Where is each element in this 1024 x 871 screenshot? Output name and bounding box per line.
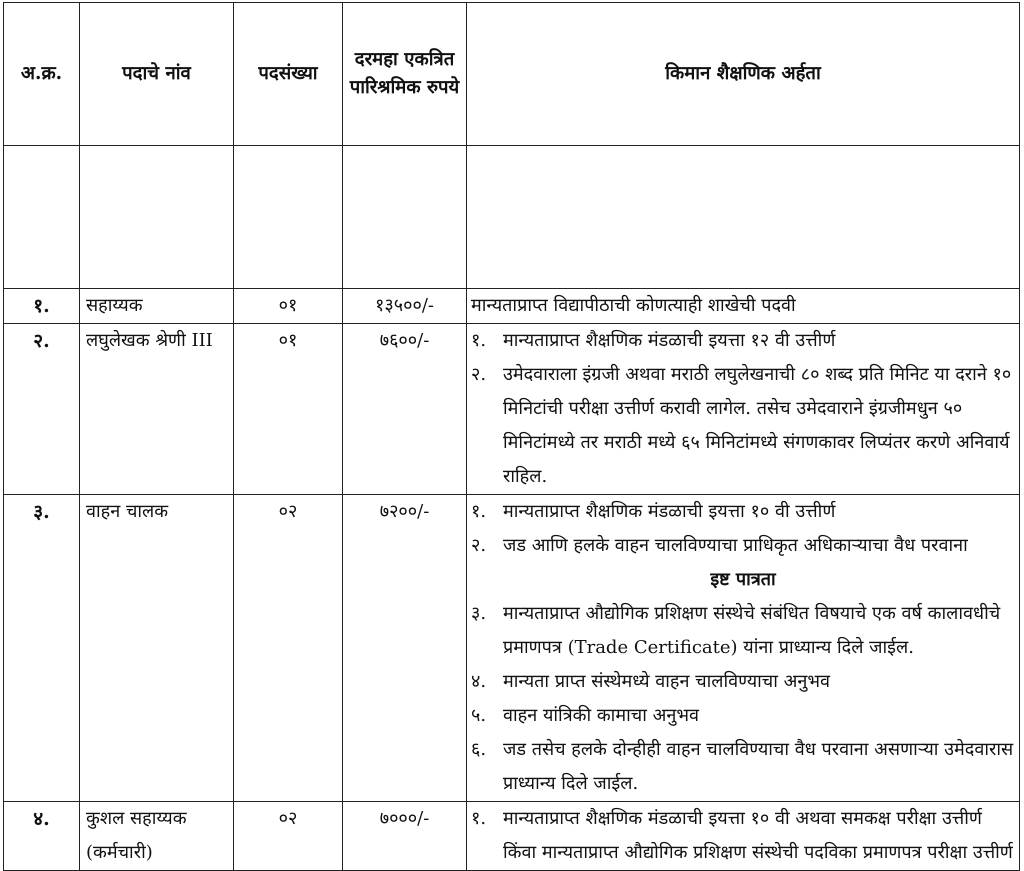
header-serial: अ.क्र. (4, 3, 80, 146)
row-post-name: लघुलेखक श्रेणी III (80, 324, 234, 495)
row-serial: ३. (4, 495, 80, 802)
row-post-name: सहाय्यक (80, 289, 234, 324)
preferred-text: मान्यताप्राप्त औद्योगिक प्रशिक्षण संस्थेचे संबंधित विषयाचे एक वर्ष कालावधीचे प्रमाणपत्र (Trade Certificate) यांना प्राध्यान्य दिले जाईल. (503, 603, 1001, 658)
header-post-name: पदाचे नांव (80, 3, 234, 146)
table-header (4, 3, 1020, 289)
preferred-text: मान्यता प्राप्त संस्थेमध्ये वाहन चालविण्याचा अनुभव (503, 671, 831, 692)
table-row (4, 324, 1020, 495)
qualification-item (471, 358, 1015, 494)
qualification-text: मान्यताप्राप्त शैक्षणिक मंडळाची इयत्ता १२ वी उत्तीर्ण (503, 330, 836, 351)
row-qualification (467, 289, 1020, 324)
qualification-item (471, 495, 1015, 529)
table-row (4, 495, 1020, 802)
row-serial: ४. (4, 802, 80, 871)
qualification-number: २. (471, 535, 487, 556)
qualification-item (471, 529, 1015, 563)
row-salary: ७०००/- (343, 802, 467, 871)
preferred-number: ५. (471, 705, 487, 726)
qualification-number: १. (471, 501, 487, 522)
table-row (4, 802, 1020, 871)
qualification-text: मान्यताप्राप्त विद्यापीठाची कोणत्याही शाखेची पदवी (471, 295, 796, 316)
preferred-qualification-heading: इष्ट पात्रता (710, 569, 776, 590)
row-qualification (467, 324, 1020, 495)
header-post-count: पदसंख्या (234, 3, 343, 146)
header-qualification: किमान शैक्षणिक अर्हता (467, 3, 1020, 146)
qualification-text: जड आणि हलके वाहन चालविण्याचा प्राधिकृत अधिकाऱ्याचा वैध परवाना (503, 535, 968, 556)
row-serial: २. (4, 324, 80, 495)
row-salary: १३५००/- (343, 289, 467, 324)
preferred-item (471, 597, 1015, 665)
header-salary: दरमहा एकत्रित पारिश्रमिक रुपये (343, 3, 467, 146)
row-post-name: कुशल सहाय्यक (कर्मचारी) (80, 802, 234, 871)
preferred-item (471, 699, 1015, 733)
qualification-number: १. (471, 330, 487, 351)
row-salary: ७६००/- (343, 324, 467, 495)
qualification-text: मान्यताप्राप्त शैक्षणिक मंडळाची इयत्ता १० वी उत्तीर्ण (503, 501, 836, 522)
table-row (4, 289, 1020, 324)
preferred-item (471, 733, 1015, 801)
qualification-item (471, 324, 1015, 358)
qualification-number: २. (471, 364, 487, 385)
preferred-item (471, 665, 1015, 699)
row-count: ०१ (234, 324, 343, 495)
row-count: ०१ (234, 289, 343, 324)
qualification-item (471, 802, 1015, 870)
preferred-text: वाहन यांत्रिकी कामाचा अनुभव (503, 705, 699, 726)
row-salary: ७२००/- (343, 495, 467, 802)
preferred-number: ६. (471, 739, 487, 760)
preferred-text: जड तसेच हलके दोन्हीही वाहन चालविण्याचा वैध परवाना असणाऱ्या उमेदवारास प्राध्यान्य दिले जाईल. (503, 739, 1014, 794)
preferred-number: ४. (471, 671, 487, 692)
row-count: ०२ (234, 802, 343, 871)
qualification-text: मान्यताप्राप्त शैक्षणिक मंडळाची इयत्ता १० वी अथवा समकक्ष परीक्षा उत्तीर्ण किंवा मान्यताप्राप्त औद्योगिक प्रशिक्षण संस्थेची पदविका प्रमाणपत्र परीक्षा उत्तीर्ण (503, 808, 1013, 863)
row-qualification (467, 802, 1020, 871)
preferred-number: ३. (471, 603, 487, 624)
row-qualification (467, 495, 1020, 802)
row-count: ०२ (234, 495, 343, 802)
qualification-number: १. (471, 808, 487, 829)
qualification-text: उमेदवाराला इंग्रजी अथवा मराठी लघुलेखनाची ८० शब्द प्रति मिनिट या दराने १० मिनिटांची परीक्षा उत्तीर्ण करावी लागेल. तसेच उमेदवाराने इंग्रजीमधुन ५० मिनिटांमध्ये तर मराठी मध्ये ६५ मिनिटांमध्ये संगणकावर लिप्यंतर करणे अनिवार्य राहिल. (503, 364, 1012, 487)
row-serial: १. (4, 289, 80, 324)
row-post-name: वाहन चालक (80, 495, 234, 802)
recruitment-table (3, 2, 1020, 871)
